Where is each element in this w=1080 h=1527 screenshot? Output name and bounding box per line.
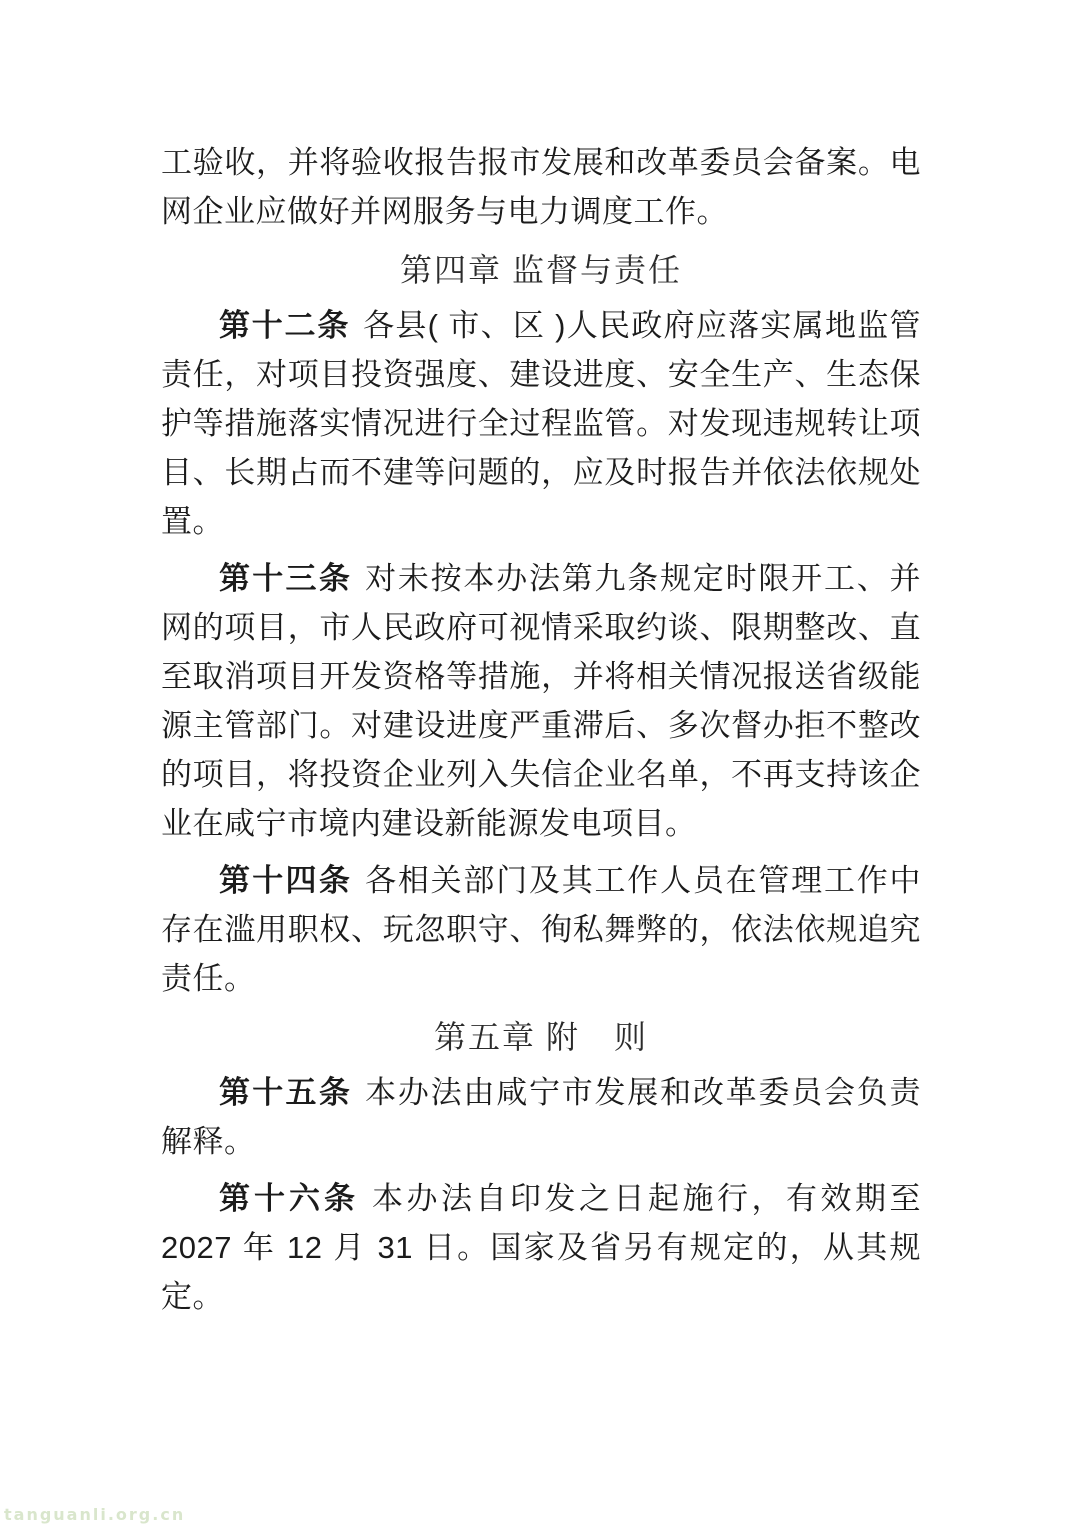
article-15-label: 第十五条 <box>219 1075 353 1110</box>
article-12-label: 第十二条 <box>219 308 351 343</box>
article-14 <box>161 856 921 1003</box>
article-16-label: 第十六条 <box>219 1181 359 1216</box>
article-14-text: 各相关部门及其工作人员在管理工作中存在滥用职权、玩忽职守、徇私舞弊的，依法依规追究责任。 <box>161 863 922 996</box>
article-12 <box>161 301 921 546</box>
article-15-text: 本办法由咸宁市发展和改革委员会负责解释。 <box>161 1075 922 1159</box>
article-16 <box>161 1174 921 1321</box>
article-13 <box>161 554 921 848</box>
article-15 <box>161 1068 921 1166</box>
document-body <box>161 138 921 1329</box>
article-16-text: 本办法自印发之日起施行，有效期至 2027 年 12 月 31 日。国家及省另有规定的，从其规定。 <box>161 1181 921 1314</box>
article-12-text: 各县( 市、区 )人民政府应落实属地监管责任，对项目投资强度、建设进度、安全生产、生态保护等措施落实情况进行全过程监管。对发现违规转让项目、长期占而不建等问题的，应及时报告并依法依规处置。 <box>161 308 922 539</box>
article-13-text: 对未按本办法第九条规定时限开工、并网的项目，市人民政府可视情采取约谈、限期整改、直至取消项目开发资格等措施，并将相关情况报送省级能源主管部门。对建设进度严重滞后、多次督办拒不整改的项目，将投资企业列入失信企业名单，不再支持该企业在咸宁市境内建设新能源发电项目。 <box>161 561 922 841</box>
chapter-heading-4: 第四章 监督与责任 <box>399 252 682 288</box>
watermark: tanguanli.org.cn <box>4 1505 186 1524</box>
chapter-heading-5: 第五章 附 则 <box>433 1019 648 1055</box>
article-14-label: 第十四条 <box>219 863 353 898</box>
paragraph-continuation: 工验收，并将验收报告报市发展和改革委员会备案。电网企业应做好并网服务与电力调度工作。 <box>161 145 921 229</box>
article-13-label: 第十三条 <box>219 561 353 596</box>
